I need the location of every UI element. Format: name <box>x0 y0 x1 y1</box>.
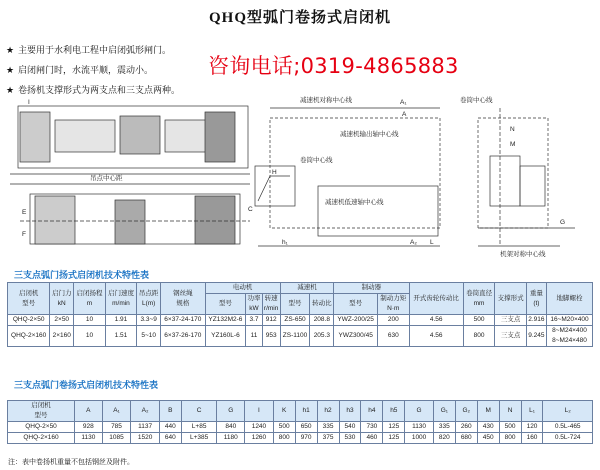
table-cell: 0.5L-465 <box>543 422 593 433</box>
label-G: G <box>560 219 566 226</box>
table-cell: 970 <box>295 433 317 444</box>
table-cell: 1520 <box>131 433 160 444</box>
column-header: A <box>75 401 103 422</box>
table-row: QHQ-2×160 2×160 10 1.51 5~10 6×37-26-170 YZ160L-6 11 953 ZS-1100 205.3 YWZ300/45 630 4.56 800 三支点 9.245 8~M24×400 8~M24×480 <box>8 326 593 347</box>
table-cell: 820 <box>433 433 455 444</box>
table-cell: 430 <box>477 422 499 433</box>
table-cell: 335 <box>317 422 339 433</box>
column-header: M <box>477 401 499 422</box>
feature-list <box>6 40 180 100</box>
column-header: C <box>181 401 217 422</box>
table-row: QHQ-2×50 2×50 10 1.91 3.3~9 6×37-24-170 YZ132M2-6 3.7 912 ZS-650 208.8 YWZ-200/25 200 4.56 500 三支点 2.916 16~M20×400 <box>8 315 593 326</box>
column-header: K <box>273 401 295 422</box>
table-cell: 1137 <box>131 422 160 433</box>
table-header-row: 型号 功率 kW 转速 r/min 型号 转动比 型号 制动力矩 N·m <box>8 294 593 315</box>
label-C: C <box>248 206 253 213</box>
column-header: G₁ <box>433 401 455 422</box>
label-h: h₁ <box>282 239 288 246</box>
page-title: QHQ型弧门卷扬式启闭机 <box>208 10 391 26</box>
label-A1: A₁ <box>400 99 407 106</box>
table-cell: 530 <box>339 433 361 444</box>
label-M: M <box>510 141 516 148</box>
column-header: h4 <box>361 401 383 422</box>
table-cell: 1180 <box>217 433 245 444</box>
column-header: h1 <box>295 401 317 422</box>
table-cell: 125 <box>383 422 405 433</box>
table-cell: QHQ-2×160 <box>8 433 75 444</box>
table-cell: 500 <box>499 422 521 433</box>
star-icon: ★ <box>6 65 15 75</box>
table-cell: 450 <box>477 433 499 444</box>
column-header: h5 <box>383 401 405 422</box>
table-cell: 0.5L-724 <box>543 433 593 444</box>
table-cell: 160 <box>521 433 543 444</box>
section1-title: 三支点弧门扬式启闭机技术特性表 <box>14 270 150 280</box>
table-cell: 1000 <box>405 433 434 444</box>
table-cell: 540 <box>339 422 361 433</box>
column-header: h2 <box>317 401 339 422</box>
label-reducer-out: 减速机输出轴中心线 <box>340 131 399 138</box>
table-cell: 1130 <box>75 433 103 444</box>
table-cell: 1085 <box>102 433 131 444</box>
label-drum-center: 卷筒中心线 <box>300 157 333 164</box>
column-header: A₁ <box>102 401 131 422</box>
table-cell: 800 <box>273 433 295 444</box>
column-header: G₂ <box>455 401 477 422</box>
table-cell: 260 <box>455 422 477 433</box>
table-cell: 375 <box>317 433 339 444</box>
label-rope-center: 吊点中心距 <box>90 175 123 182</box>
column-header: L₂ <box>543 401 593 422</box>
column-header: N <box>499 401 521 422</box>
table-cell: 1260 <box>245 433 274 444</box>
column-header: 启闭机 型号 <box>8 401 75 422</box>
star-icon: ★ <box>6 85 15 95</box>
label-F: F <box>22 231 26 238</box>
label-N: N <box>510 126 515 133</box>
label-H: H <box>272 169 277 176</box>
table-note: 注：表中卷扬机重量不包括钢丝及附件。 <box>8 459 134 466</box>
column-header: G <box>217 401 245 422</box>
section2-title: 三支点弧门卷扬式启闭机技术特性表 <box>14 380 159 390</box>
table-cell: 730 <box>361 422 383 433</box>
table-cell: 640 <box>159 433 181 444</box>
label-drum-center-2: 卷筒中心线 <box>460 97 493 104</box>
table-cell: 680 <box>455 433 477 444</box>
table-header-row: 启闭机 型号 启门力 kN 启闭扬程 m 启门速度 m/min 吊点距 L(m) 钢丝绳 规格 电动机 减速机 制动器 开式齿轮传动比 卷筒直径 mm 支撑形式 重量 (t) 地脚螺栓 <box>8 283 593 294</box>
column-header: I <box>245 401 274 422</box>
table-cell: 928 <box>75 422 103 433</box>
table-cell: QHQ-2×50 <box>8 422 75 433</box>
label-A: A <box>402 111 407 118</box>
column-header: h3 <box>339 401 361 422</box>
label-reducer-in: 减速机低速轴中心线 <box>325 199 384 206</box>
table-cell: 800 <box>499 433 521 444</box>
table-header-row <box>8 401 593 422</box>
table-cell: 840 <box>217 422 245 433</box>
label-frame-center: 机架对称中心线 <box>500 251 546 258</box>
table-cell: 650 <box>295 422 317 433</box>
spec-table-2 <box>7 400 593 444</box>
list-item: ★ 卷扬机支撑形式为两支点和三支点两种。 <box>6 80 180 100</box>
table-cell: 460 <box>361 433 383 444</box>
table-cell: L+385 <box>181 433 217 444</box>
column-header: B <box>159 401 181 422</box>
table-cell: 1130 <box>405 422 434 433</box>
star-icon: ★ <box>6 45 15 55</box>
table-cell: 125 <box>383 433 405 444</box>
label-E: E <box>22 209 27 216</box>
table-cell: 120 <box>521 422 543 433</box>
column-header: G <box>405 401 434 422</box>
label-A2: A₂ <box>410 239 417 246</box>
table-cell: 785 <box>102 422 131 433</box>
table-cell: 500 <box>273 422 295 433</box>
table-cell: L+85 <box>181 422 217 433</box>
technical-drawing <box>0 96 600 264</box>
label-reducer-center: 减速机对称中心线 <box>300 97 352 104</box>
column-header: A₂ <box>131 401 160 422</box>
column-header: L₁ <box>521 401 543 422</box>
spec-table-1 <box>7 282 593 347</box>
list-item: ★ 启闭闸门时，水流平顺，震动小。 <box>6 60 180 80</box>
phone-number: 咨询电话;0319-4865883 <box>208 54 459 78</box>
label-L: L <box>430 239 434 246</box>
table-row <box>8 422 593 433</box>
label-I: I <box>28 99 30 106</box>
list-item: ★ 主要用于水利电工程中启闭弧形闸门。 <box>6 40 180 60</box>
table-row <box>8 433 593 444</box>
table-cell: 335 <box>433 422 455 433</box>
table-cell: 1240 <box>245 422 274 433</box>
table-cell: 440 <box>159 422 181 433</box>
